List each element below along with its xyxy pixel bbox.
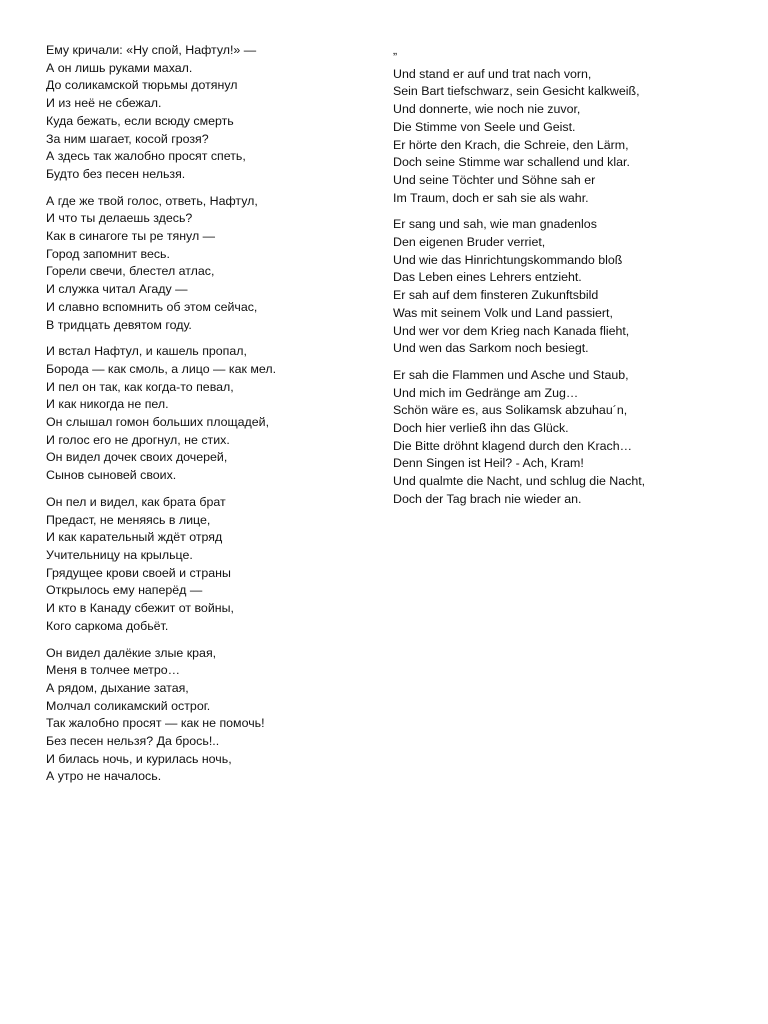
poem-line: Молчал соликамский острог.: [46, 698, 211, 713]
poem-line: Im Traum, doch er sah sie als wahr.: [393, 190, 589, 205]
poem-line: Er sang und sah, wie man gnadenlos: [393, 217, 597, 232]
stanza: [46, 42, 366, 184]
poem-line: И из неё не сбежал.: [46, 96, 162, 111]
stanza: [46, 494, 366, 636]
poem-line: И служка читал Агаду —: [46, 282, 188, 297]
poem-line: Сынов сыновей своих.: [46, 468, 177, 483]
poem-line: Sein Bart tiefschwarz, sein Gesicht kalkweiß,: [393, 84, 640, 99]
poem-line: Die Bitte dröhnt klagend durch den Krach…: [393, 438, 633, 453]
poem-line: Ему кричали: «Ну спой, Нафтул!» —: [46, 43, 257, 57]
poem-line: Меня в толчее метро…: [46, 663, 181, 678]
poem-line: Так жалобно просят — как не помочь!: [46, 716, 265, 731]
poem-line: И как карательный ждёт отряд: [46, 530, 223, 545]
poem-line: И славно вспомнить об этом сейчас,: [46, 299, 258, 314]
poem-line: Грядущее крови своей и страны: [46, 565, 231, 580]
poem-line: Und qualmte die Nacht, und schlug die Nacht,: [393, 474, 646, 489]
poem-line: Und wie das Hinrichtungskommando bloß: [393, 252, 623, 267]
poem-line: Doch der Tag brach nie wieder an.: [393, 491, 582, 506]
poem-line: Предаст, не меняясь в лице,: [46, 512, 211, 527]
poem-line: Он видел далёкие злые края,: [46, 645, 217, 660]
poem-line: А он лишь руками махал.: [46, 60, 193, 75]
poem-line: Борода — как смоль, а лицо — как мел.: [46, 361, 277, 376]
poem-line: Кого саркома добьёт.: [46, 618, 169, 633]
poem-line: Was mit seinem Volk und Land passiert,: [393, 305, 613, 320]
poem-line: Doch seine Stimme war schallend und klar.: [393, 155, 630, 170]
poem-line: Und wen das Sarkom noch besiegt.: [393, 341, 589, 356]
stanza: [46, 343, 366, 485]
poem-line: За ним шагает, косой грозя?: [46, 131, 209, 146]
poem-line: Schön wäre es, aus Solikamsk abzuhau´n,: [393, 403, 628, 418]
russian-poem-column: [46, 42, 366, 795]
opening-quote-mark: „: [393, 43, 398, 57]
poem-line: Und seine Töchter und Söhne sah er: [393, 172, 596, 187]
poem-line: И пел он так, как когда-то певал,: [46, 379, 234, 394]
poem-line: И кто в Канаду сбежит от войны,: [46, 601, 234, 616]
poem-line: А здесь так жалобно просят спеть,: [46, 149, 246, 164]
poem-line: Город запомнит весь.: [46, 246, 170, 261]
poem-line: Открылось ему наперёд —: [46, 583, 203, 598]
poem-line: И билась ночь, и курилась ночь,: [46, 751, 232, 766]
poem-line: Das Leben eines Lehrers entzieht.: [393, 270, 582, 285]
poem-line: А рядом, дыхание затая,: [46, 680, 189, 695]
stanza: [46, 193, 366, 335]
poem-line: Den eigenen Bruder verriet,: [393, 235, 546, 250]
poem-line: Und donnerte, wie noch nie zuvor,: [393, 102, 581, 117]
poem-line: Die Stimme von Seele und Geist.: [393, 119, 576, 134]
poem-line: В тридцать девятом году.: [46, 317, 192, 332]
poem-line: И как никогда не пел.: [46, 397, 169, 412]
poem-line: До соликамской тюрьмы дотянул: [46, 78, 238, 93]
stanza: [393, 367, 733, 509]
poem-line: И встал Нафтул, и кашель пропал,: [46, 344, 247, 359]
poem-line: Учительницу на крыльце.: [46, 547, 193, 562]
poem-line: А где же твой голос, ответь, Нафтул,: [46, 193, 258, 208]
poem-line: Горели свечи, блестел атлас,: [46, 264, 215, 279]
stanza: [46, 645, 366, 787]
poem-line: А утро не началось.: [46, 769, 162, 784]
poem-line: Будто без песен нельзя.: [46, 166, 186, 181]
poem-line: Без песен нельзя? Да брось!..: [46, 734, 220, 749]
german-poem-column: [393, 42, 733, 518]
poem-line: Er sah auf dem finsteren Zukunftsbild: [393, 288, 599, 303]
poem-line: Он слышал гомон больших площадей,: [46, 415, 270, 430]
poem-line: Он видел дочек своих дочерей,: [46, 450, 228, 465]
poem-line: Как в синагоге ты ре тянул —: [46, 229, 216, 244]
poem-line: Doch hier verließ ihn das Glück.: [393, 421, 569, 436]
poem-line: Und stand er auf und trat nach vorn,: [393, 66, 592, 81]
poem-line: Куда бежать, если всюду смерть: [46, 113, 234, 128]
stanza: [393, 66, 733, 208]
poem-line: Он пел и видел, как брата брат: [46, 494, 226, 509]
poem-line: Und wer vor dem Krieg nach Kanada flieht,: [393, 323, 630, 338]
stanza: [393, 216, 733, 358]
poem-line: И голос его не дрогнул, не стих.: [46, 432, 230, 447]
poem-line: Er sah die Flammen und Asche und Staub,: [393, 367, 629, 382]
poem-line: Denn Singen ist Heil? - Ach, Kram!: [393, 456, 584, 471]
poem-line: И что ты делаешь здесь?: [46, 211, 193, 226]
poem-line: Er hörte den Krach, die Schreie, den Lärm,: [393, 137, 629, 152]
poem-line: Und mich im Gedränge am Zug…: [393, 385, 579, 400]
